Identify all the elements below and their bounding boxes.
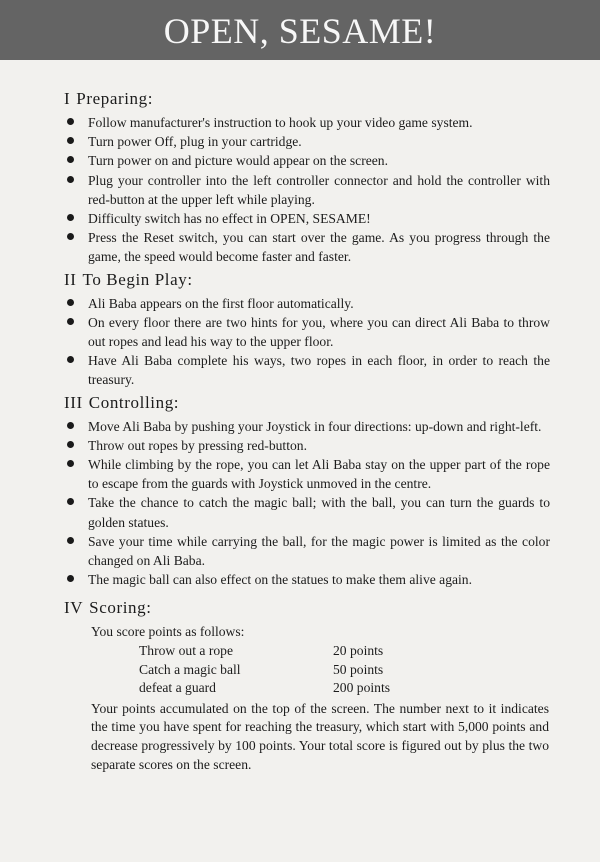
score-row bbox=[91, 642, 550, 661]
page-header bbox=[0, 0, 600, 60]
section-scoring bbox=[66, 597, 550, 774]
bullet-list bbox=[66, 294, 550, 390]
section-number: I bbox=[64, 89, 71, 108]
list-item: The magic ball can also effect on the statues to make them alive again. bbox=[66, 570, 550, 589]
list-item: Follow manufacturer's instruction to hook up your video game system. bbox=[66, 113, 550, 132]
list-item: Take the chance to catch the magic ball; with the ball, you can turn the guards to golden statues. bbox=[66, 493, 550, 531]
section-heading: Preparing: bbox=[76, 89, 154, 108]
score-points: 200 points bbox=[333, 680, 391, 696]
score-action: defeat a guard bbox=[139, 680, 216, 696]
section-preparing bbox=[66, 88, 550, 267]
section-number: IV bbox=[64, 598, 84, 618]
manual-content bbox=[66, 88, 550, 774]
section-heading: Scoring: bbox=[89, 598, 152, 618]
list-item: Throw out ropes by pressing red-button. bbox=[66, 436, 550, 455]
section-heading: To Begin Play: bbox=[82, 269, 193, 289]
score-action: Throw out a rope bbox=[139, 643, 233, 659]
section-heading: Controlling: bbox=[88, 392, 180, 412]
section-number: III bbox=[64, 392, 83, 412]
score-description: Your points accumulated on the top of the screen. The number next to it indicates the time you have spent for reaching the treasury, which start with 5,000 points and decrease progressively by 100 points. Your total score is figured out by plus the two separate scores on the screen. bbox=[91, 700, 549, 772]
list-item: Ali Baba appears on the first floor automatically. bbox=[66, 294, 550, 313]
score-row bbox=[91, 661, 550, 680]
score-action: Catch a magic ball bbox=[139, 661, 241, 677]
list-item: Move Ali Baba by pushing your Joystick in four directions: up-down and right-left. bbox=[66, 417, 550, 436]
section-controlling bbox=[66, 392, 550, 590]
list-item: Difficulty switch has no effect in OPEN, SESAME! bbox=[66, 209, 550, 228]
list-item: Save your time while carrying the ball, for the magic power is limited as the color changed on Ali Baba. bbox=[66, 532, 550, 570]
section-number: II bbox=[64, 269, 77, 289]
score-row bbox=[91, 679, 550, 698]
score-intro: You score points as follows: bbox=[91, 624, 245, 640]
list-item: Plug your controller into the left controller connector and hold the controller with red-button at the upper left while playing. bbox=[66, 171, 550, 209]
section-title bbox=[64, 269, 550, 291]
section-title bbox=[64, 88, 550, 110]
list-item: While climbing by the rope, you can let Ali Baba stay on the upper part of the rope to escape from the guards with Joystick unmoved in the centre. bbox=[66, 455, 550, 493]
list-item: Have Ali Baba complete his ways, two ropes in each floor, in order to reach the treasury. bbox=[66, 351, 550, 389]
bullet-list bbox=[66, 417, 550, 590]
score-table bbox=[91, 642, 550, 698]
list-item: Press the Reset switch, you can start over the game. As you progress through the game, the speed would become faster and faster. bbox=[66, 228, 550, 266]
section-title bbox=[64, 392, 550, 414]
page-title: OPEN, SESAME! bbox=[163, 11, 437, 51]
list-item: On every floor there are two hints for you, where you can direct Ali Baba to throw out ropes and lead his way to the upper floor. bbox=[66, 313, 550, 351]
list-item: Turn power on and picture would appear on the screen. bbox=[66, 151, 550, 170]
score-points: 50 points bbox=[333, 661, 384, 677]
section-title bbox=[64, 597, 550, 619]
score-points: 20 points bbox=[333, 643, 384, 659]
bullet-list bbox=[66, 113, 550, 267]
list-item: Turn power Off, plug in your cartridge. bbox=[66, 132, 550, 151]
section-to-begin-play bbox=[66, 269, 550, 390]
